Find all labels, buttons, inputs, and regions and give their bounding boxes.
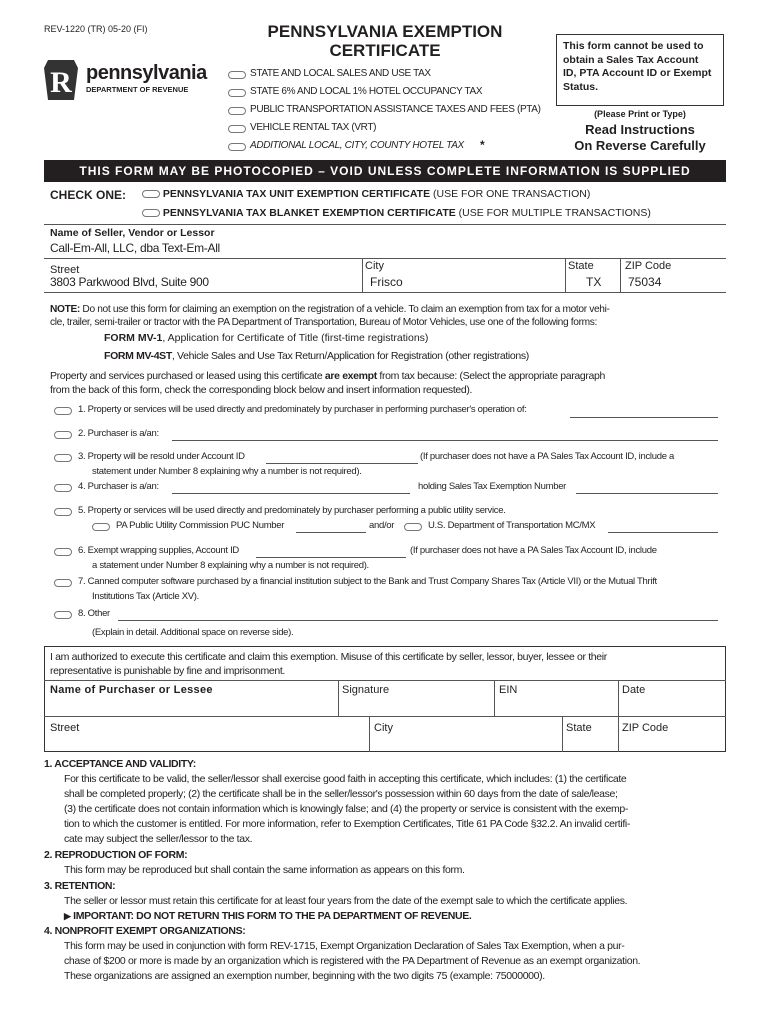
notice-line: This form cannot be used to <box>563 40 704 52</box>
logo-dept: DEPARTMENT OF REVENUE <box>86 85 189 94</box>
item-5-checkbox[interactable] <box>54 508 72 516</box>
item-3-text: 3. Property will be resold under Account ID <box>78 451 245 462</box>
item-1-text: 1. Property or services will be used directly and predominately by purchaser in performing purchaser's operation of: <box>78 404 527 415</box>
item-4-note: holding Sales Tax Exemption Number <box>418 481 567 492</box>
option-bold: PENNSYLVANIA TAX BLANKET EXEMPTION CERTIFICATE <box>162 207 456 219</box>
notice-box <box>556 34 724 106</box>
date-label: Date <box>622 684 646 696</box>
tax-type-label: PUBLIC TRANSPORTATION ASSISTANCE TAXES AND FEES (PTA) <box>250 104 541 115</box>
notice-line: obtain a Sales Tax Account <box>563 53 699 66</box>
attest-line: I am authorized to execute this certificate and claim this exemption. Misuse of this certificate by seller, lessor, buyer, lessee or their <box>50 651 607 663</box>
checkbox[interactable] <box>228 143 246 151</box>
instruction-line: These organizations are assigned an exemption number, beginning with the two digits 75 (example: 75000000). <box>64 970 545 982</box>
title-line1: PENNSYLVANIA EXEMPTION <box>267 22 503 41</box>
item-3-note2: statement under Number 8 explaining why a number is not required). <box>92 466 362 477</box>
item-1-line[interactable] <box>570 417 718 418</box>
item-7-checkbox[interactable] <box>54 579 72 587</box>
item-1-checkbox[interactable] <box>54 407 72 415</box>
option-bold: PENNSYLVANIA TAX UNIT EXEMPTION CERTIFICATE <box>162 188 431 200</box>
item-7-text: 7. Canned computer software purchased by a financial institution subject to the Bank and Trust Company Shares Tax (Article VII) or the Mutual Thrift <box>78 576 657 587</box>
item-6-note2: a statement under Number 8 explaining why a number is not required). <box>92 560 369 571</box>
unit-exemption-option[interactable] <box>142 188 590 200</box>
intro-bold: are exempt <box>324 370 377 382</box>
important-text: IMPORTANT: DO NOT RETURN THIS FORM TO THE PA DEPARTMENT OF REVENUE. <box>73 910 472 922</box>
instruction-line: The seller or lessor must retain this certificate for at least four years from the date of the exempt sale to which the certificate applies. <box>64 895 628 907</box>
mv4-bold: FORM MV-4ST <box>104 350 172 362</box>
tax-type-label: VEHICLE RENTAL TAX (VRT) <box>250 122 377 133</box>
form-id: REV-1220 (TR) 05-20 (FI) <box>44 24 148 34</box>
item-4-checkbox[interactable] <box>54 484 72 492</box>
zip-label: ZIP Code <box>625 260 672 272</box>
tax-type-label: ADDITIONAL LOCAL, CITY, COUNTY HOTEL TAX <box>250 140 464 151</box>
intro-text: Property and services purchased or leased using this certificate <box>50 370 325 382</box>
tax-type-label: STATE AND LOCAL SALES AND USE TAX <box>250 68 431 79</box>
tax-type-option[interactable] <box>228 122 558 140</box>
item-2-checkbox[interactable] <box>54 431 72 439</box>
tax-type-option[interactable] <box>228 140 558 158</box>
note <box>50 303 726 329</box>
seller-name-label: Name of Seller, Vendor or Lessor <box>50 227 215 239</box>
street-label: Street <box>50 264 80 276</box>
seller-zip-field[interactable]: 75034 <box>628 275 662 289</box>
check-one-label: CHECK ONE: <box>50 188 127 202</box>
checkbox[interactable] <box>142 209 160 217</box>
seller-state-field[interactable]: TX <box>586 275 602 289</box>
read-line2: On Reverse Carefully <box>574 138 706 153</box>
item-2-text: 2. Purchaser is a/an: <box>78 428 159 439</box>
instruction-line: (3) the certificate does not contain information which is knowingly false; and (4) the property or service is consistent with the exemp- <box>64 803 629 815</box>
usdot-label: U.S. Department of Transportation MC/MX <box>428 520 596 531</box>
property-intro <box>50 369 605 397</box>
pa-logo <box>44 60 224 100</box>
signature-label: Signature <box>342 684 390 696</box>
instruction-line: For this certificate to be valid, the seller/lessor shall exercise good faith in accepting this certificate, which includes: (1) the certificate <box>64 773 627 785</box>
instruction-line: cate may subject the seller/lessor to the tax. <box>64 833 253 845</box>
item-3-line[interactable] <box>266 463 418 464</box>
tax-type-list <box>228 68 558 158</box>
checkbox[interactable] <box>228 125 246 133</box>
and-or: and/or <box>369 520 395 531</box>
item-8-line[interactable] <box>118 620 718 621</box>
read-line1: Read Instructions <box>585 122 695 137</box>
city-label: City <box>365 260 384 272</box>
warning-icon: ▶ <box>64 911 71 921</box>
item-6-checkbox[interactable] <box>54 548 72 556</box>
instruction-head: 2. REPRODUCTION OF FORM: <box>44 849 188 861</box>
print-type-note: (Please Print or Type) <box>594 109 686 119</box>
item-5-text: 5. Property or services will be used directly and predominately by purchaser performing a public utility service. <box>78 505 506 516</box>
puc-line[interactable] <box>296 532 366 533</box>
intro-text: from the back of this form, check the corresponding block below and insert information requested). <box>50 384 473 396</box>
seller-city-field[interactable]: Frisco <box>370 275 403 289</box>
attest-line: representative is punishable by fine and imprisonment. <box>50 665 285 677</box>
checkbox[interactable] <box>142 190 160 198</box>
item-6-note: (If purchaser does not have a PA Sales Tax Account ID, include <box>410 545 657 556</box>
purchaser-street-label: Street <box>50 722 80 734</box>
item-8-note: (Explain in detail. Additional space on reverse side). <box>92 627 294 638</box>
item-2-line[interactable] <box>172 440 718 441</box>
checkbox[interactable] <box>228 71 246 79</box>
tax-type-option[interactable] <box>228 86 558 104</box>
item-8-checkbox[interactable] <box>54 611 72 619</box>
mv1-bold: FORM MV-1 <box>104 332 163 344</box>
purchaser-state-label: State <box>566 722 592 734</box>
item-3-note: (If purchaser does not have a PA Sales Tax Account ID, include a <box>420 451 674 462</box>
item-6-text: 6. Exempt wrapping supplies, Account ID <box>78 545 239 556</box>
option-rest: (USE FOR ONE TRANSACTION) <box>430 188 591 200</box>
logo-name: pennsylvania <box>86 62 207 84</box>
instruction-head: 1. ACCEPTANCE AND VALIDITY: <box>44 758 196 770</box>
ein-label: EIN <box>499 684 518 696</box>
tax-type-label: STATE 6% AND LOCAL 1% HOTEL OCCUPANCY TAX <box>250 86 483 97</box>
puc-checkbox[interactable] <box>92 523 110 531</box>
seller-name-field[interactable]: Call-Em-All, LLC, dba Text-Em-All <box>50 241 220 255</box>
instruction-line: This form may be reproduced but shall contain the same information as appears on this form. <box>64 864 465 876</box>
instruction-line: tion to which the customer is entitled. For more information, refer to Exemption Certificates, Title 61 PA Code §32.2. An invalid certifi- <box>64 818 631 830</box>
purchaser-name-label: Name of Purchaser or Lessee <box>50 684 213 696</box>
checkbox[interactable] <box>228 107 246 115</box>
item-3-checkbox[interactable] <box>54 454 72 462</box>
page-title <box>240 22 530 60</box>
instruction-3 <box>44 879 726 924</box>
item-6-line[interactable] <box>256 557 406 558</box>
item-8-text: 8. Other <box>78 608 110 619</box>
checkbox[interactable] <box>228 89 246 97</box>
form-mv4st <box>104 350 529 362</box>
usdot-checkbox[interactable] <box>404 523 422 531</box>
puc-label: PA Public Utility Commission PUC Number <box>116 520 285 531</box>
notice-line: ID, PTA Account ID or Exempt <box>563 67 712 79</box>
notice-line: Status. <box>563 80 599 93</box>
option-rest: (USE FOR MULTIPLE TRANSACTIONS) <box>455 207 651 219</box>
intro-text: from tax because: (Select the appropriate paragraph <box>376 370 605 382</box>
note-text: Do not use this form for claiming an exemption on the registration of a vehicle. To claim an exemption from tax for a motor vehi- <box>79 304 610 315</box>
attestation <box>50 650 607 678</box>
mv1-rest: , Application for Certificate of Title (first-time registrations) <box>162 332 429 344</box>
item-4-text: 4. Purchaser is a/an: <box>78 481 159 492</box>
note-text: cle, trailer, semi-trailer or tractor with the PA Department of Transportation, Bureau of Motor Vehicles, use one of the following forms: <box>50 317 597 328</box>
instruction-head: 3. RETENTION: <box>44 880 116 892</box>
item-4-exemption-line[interactable] <box>576 493 718 494</box>
item-7-text2: Institutions Tax (Article XV). <box>92 591 199 602</box>
note-bold: NOTE: <box>50 304 80 315</box>
important-note <box>44 909 726 924</box>
seller-street-field[interactable]: 3803 Parkwood Blvd, Suite 900 <box>50 275 209 289</box>
form-mv1 <box>104 332 428 344</box>
tax-type-option[interactable] <box>228 104 558 122</box>
instruction-1 <box>44 757 726 847</box>
instructions <box>44 757 726 984</box>
tax-type-option[interactable] <box>228 68 558 86</box>
instruction-line: shall be completed properly; (2) the certificate shall be in the seller/lessor's possession within 60 days from the date of sale/lease; <box>64 788 618 800</box>
asterisk: * <box>480 138 485 152</box>
keystone-icon <box>44 60 78 100</box>
title-line2: CERTIFICATE <box>329 41 441 60</box>
blanket-exemption-option[interactable] <box>142 207 651 219</box>
instruction-head: 4. NONPROFIT EXEMPT ORGANIZATIONS: <box>44 925 246 937</box>
instruction-2 <box>44 848 726 878</box>
purchaser-zip-label: ZIP Code <box>622 722 669 734</box>
item-4-line[interactable] <box>172 493 410 494</box>
instruction-4 <box>44 924 726 984</box>
photocopy-banner: THIS FORM MAY BE PHOTOCOPIED – VOID UNLESS COMPLETE INFORMATION IS SUPPLIED <box>44 160 726 182</box>
svg-text:R: R <box>50 66 72 99</box>
mv4-rest: , Vehicle Sales and Use Tax Return/Application for Registration (other registrations) <box>171 350 529 362</box>
purchaser-city-label: City <box>374 722 393 734</box>
usdot-line[interactable] <box>608 532 718 533</box>
instruction-line: This form may be used in conjunction with form REV-1715, Exempt Organization Declaration of Sales Tax Exemption, when a pur- <box>64 940 625 952</box>
instruction-line: chase of $200 or more is made by an organization which is registered with the PA Department of Revenue as an exempt organization. <box>64 955 641 967</box>
read-instructions <box>556 122 724 154</box>
state-label: State <box>568 260 594 272</box>
